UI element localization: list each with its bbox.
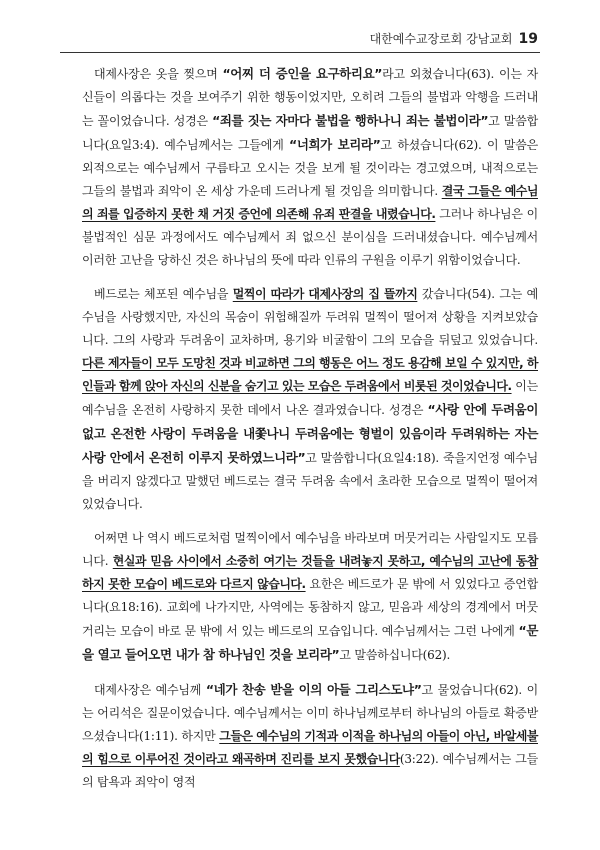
emphasized-text: 다른 제자들이 모두 도망친 것과 비교하면 그의 행동은 어느 정도 용감해 보일 수 있지만, 하인들과 함께 앉아 자신의 신분을 숨기고 있는 모습은 두려움에서 비롯된 것이었습니다.: [82, 356, 538, 393]
scripture-quote: “문을 열고 들어오면 내가 참 하나님인 것을 보리라”: [82, 623, 538, 662]
scripture-quote: “너희가 보리라”: [289, 137, 381, 152]
header-rule: [60, 52, 540, 53]
document-body: [82, 62, 538, 805]
text-run: 대제사장은 옷을 찢으며: [94, 67, 223, 81]
emphasized-text: 결국 그들은 예수님의 죄를 입증하지 못한 채 거짓 증언에 의존해 유죄 판결을 내렸습니다.: [82, 184, 538, 221]
paragraph: [82, 678, 538, 794]
text-run: 고 말씀합니다(요일4:18). 죽을지언정 예수님을 버리지 않겠다고 말했던 베드로는 결국 두려움 속에서 초라한 모습으로 멀찍이 떨어져 있었습니다.: [82, 451, 539, 511]
paragraph: [82, 62, 538, 272]
emphasized-text: 멀찍이 따라가 대제사장의 집 뜰까지: [232, 287, 418, 301]
scripture-quote: “어찌 더 증인을 요구하리요”: [222, 66, 383, 81]
scripture-quote: “네가 찬송 받을 이의 아들 그리스도냐”: [205, 682, 422, 697]
text-run: 고 말씀하십니다(62).: [339, 648, 451, 662]
scripture-quote: “죄를 짓는 자마다 불법을 행하나니 죄는 불법이라”: [212, 113, 489, 128]
text-run: 요한은 베드로가 문 밖에 서 있었다고 증언합니다(요18:16). 교회에 나가지만, 사역에는 동참하지 않고, 믿음과 세상의 경계에서 머뭇거리는 모습이 바로 문 밖에 서 있는 베드로의 모습입니다. 예수님께서는 그런 나에게: [82, 577, 538, 638]
text-run: 이는 예수님을 온전히 사랑하지 못한 데에서 나온 결과였습니다. 성경은: [82, 379, 538, 417]
page-number: 19: [518, 31, 538, 47]
text-run: 어쩌면 나 역시 베드로처럼 멀찍이에서 예수님을 바라보며 머뭇거리는 사람일지도 모릅니다.: [82, 531, 538, 568]
paragraph: [82, 283, 538, 516]
text-run: 고 말씀합니다(요일3:4). 예수님께서는 그들에게: [82, 114, 539, 152]
emphasized-text: 그들은 예수님의 기적과 이적을 하나님의 아들이 아닌, 바알세불의 힘으로 이루어진 것이라고 왜곡하며 진리를 보지 못했습니다: [82, 729, 538, 766]
emphasized-text: 현실과 믿음 사이에서 소중히 여기는 것들을 내려놓지 못하고, 예수님의 고난에 동참하지 못한 모습이 베드로와 다르지 않습니다.: [82, 554, 539, 591]
paragraph: [82, 527, 538, 667]
scripture-quote: “사랑 안에 두려움이 없고 온전한 사랑이 두려움을 내쫓나니 두려움에는 형벌이 있음이라 두려워하는 자는 사랑 안에서 온전히 이루지 못하였느니라”: [82, 402, 539, 465]
text-run: 고 하셨습니다(62). 이 말씀은 외적으로는 예수님께서 구름타고 오시는 것을 보게 될 것이라는 경고였으며, 내적으로는 그들의 불법과 죄악이 온 세상 가운데 드러나게 될 것임을 의미합니다.: [82, 138, 538, 198]
text-run: (3:22). 예수님께서는 그들의 탐욕과 죄악이 영적: [82, 752, 539, 789]
text-run: 대제사장은 예수님께: [94, 683, 206, 697]
text-run: 그러나 하나님은 이 불법적인 심문 과정에서도 예수님께서 죄 없으신 분이심을 드러내셨습니다. 예수님께서 이러한 고난을 당하신 것은 하나님의 뜻에 따라 인류의 구원을 이루기 위함이었습니다.: [82, 207, 539, 267]
church-name: 대한예수교장로회 강남교회: [369, 32, 513, 46]
page-header: [370, 30, 538, 47]
text-run: 고 물었습니다(62). 이는 어리석은 질문이었습니다. 예수님께서는 이미 하나님께로부터 하나님의 아들로 확증받으셨습니다(1:11). 하지만: [82, 683, 539, 743]
text-run: 갔습니다(54). 그는 예수님을 사랑했지만, 자신의 목숨이 위험해질까 두려워 멀찍이 떨어져 상황을 지켜보았습니다. 그의 사랑과 두려움이 교차하며, 용기와 비굴함이 그의 모습을 뒤덮고 있었습니다.: [82, 287, 538, 347]
text-run: 베드로는 체포된 예수님을: [94, 287, 233, 301]
text-run: 라고 외쳤습니다(63). 이는 자신들이 의롭다는 것을 보여주기 위한 행동이었지만, 오히려 그들의 불법과 악행을 드러내는 꼴이었습니다. 성경은: [82, 67, 539, 128]
